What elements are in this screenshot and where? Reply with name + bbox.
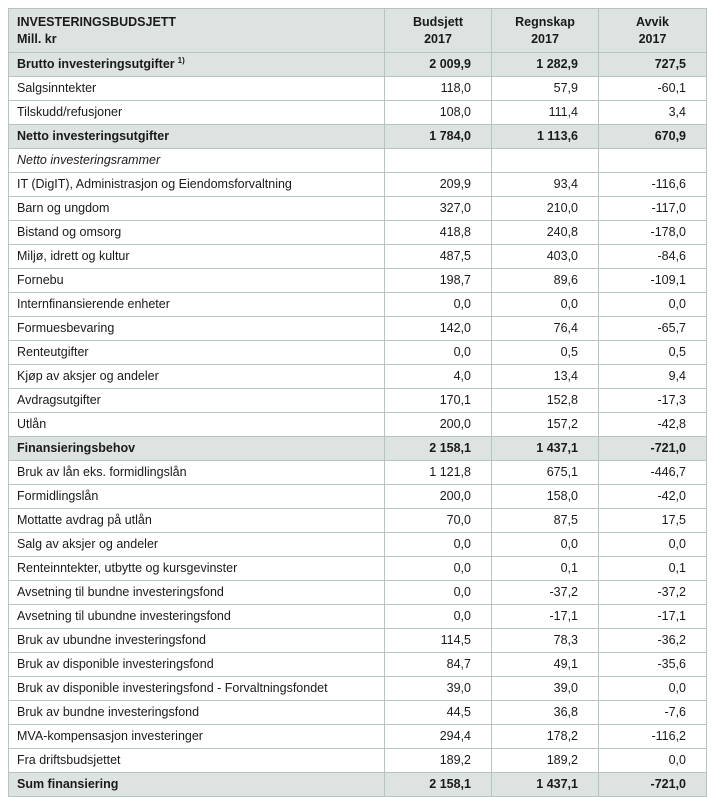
budget-value: 108,0 xyxy=(385,101,492,125)
deviation-value: 0,0 xyxy=(599,677,707,701)
deviation-value: -721,0 xyxy=(599,437,707,461)
accounts-value: 0,0 xyxy=(492,293,599,317)
table-body xyxy=(9,53,707,797)
budget-value: 4,0 xyxy=(385,365,492,389)
deviation-value: -17,1 xyxy=(599,605,707,629)
row-label: Bistand og omsorg xyxy=(17,225,122,239)
table-row xyxy=(9,365,707,389)
investment-budget-table xyxy=(8,8,707,797)
table-row xyxy=(9,725,707,749)
header-budget-label: Budsjett xyxy=(413,14,463,29)
budget-value: 0,0 xyxy=(385,533,492,557)
budget-value: 0,0 xyxy=(385,605,492,629)
table-row xyxy=(9,485,707,509)
table-row xyxy=(9,101,707,125)
row-label: Miljø, idrett og kultur xyxy=(17,249,130,263)
table-row xyxy=(9,293,707,317)
accounts-value: 1 282,9 xyxy=(492,53,599,77)
header-budget xyxy=(385,9,492,53)
table-row xyxy=(9,557,707,581)
budget-value: 2 158,1 xyxy=(385,437,492,461)
deviation-value: -116,2 xyxy=(599,725,707,749)
deviation-value: -84,6 xyxy=(599,245,707,269)
budget-value: 170,1 xyxy=(385,389,492,413)
accounts-value: 87,5 xyxy=(492,509,599,533)
accounts-value: 39,0 xyxy=(492,677,599,701)
table-row xyxy=(9,125,707,149)
row-label: Utlån xyxy=(17,417,47,431)
budget-value: 198,7 xyxy=(385,269,492,293)
table-row xyxy=(9,533,707,557)
row-label: Fra driftsbudsjettet xyxy=(17,753,121,767)
deviation-value: -60,1 xyxy=(599,77,707,101)
budget-value: 84,7 xyxy=(385,653,492,677)
table-row xyxy=(9,197,707,221)
header-budget-year: 2017 xyxy=(424,31,452,46)
row-label-cell xyxy=(9,701,385,725)
row-label-cell xyxy=(9,149,385,173)
accounts-value: 240,8 xyxy=(492,221,599,245)
table-row xyxy=(9,437,707,461)
row-label: Tilskudd/refusjoner xyxy=(17,105,123,119)
table-header-row xyxy=(9,9,707,53)
row-label: IT (DigIT), Administrasjon og Eiendomsforvaltning xyxy=(17,177,292,191)
accounts-value: 403,0 xyxy=(492,245,599,269)
row-label: Netto investeringsrammer xyxy=(17,153,161,167)
table-unit: Mill. kr xyxy=(17,31,57,46)
deviation-value: -116,6 xyxy=(599,173,707,197)
row-label-cell xyxy=(9,269,385,293)
row-label: Avdragsutgifter xyxy=(17,393,101,407)
budget-value: 294,4 xyxy=(385,725,492,749)
row-label-cell xyxy=(9,365,385,389)
investment-budget-table-container xyxy=(8,8,706,797)
budget-value: 189,2 xyxy=(385,749,492,773)
table-row xyxy=(9,629,707,653)
deviation-value: 0,5 xyxy=(599,341,707,365)
deviation-value: -42,0 xyxy=(599,485,707,509)
deviation-value: 17,5 xyxy=(599,509,707,533)
table-row xyxy=(9,341,707,365)
row-label-cell xyxy=(9,461,385,485)
header-accounts-label: Regnskap xyxy=(515,14,575,29)
deviation-value: -35,6 xyxy=(599,653,707,677)
row-label-cell xyxy=(9,677,385,701)
row-label: Bruk av disponible investeringsfond - Forvaltningsfondet xyxy=(17,681,328,695)
accounts-value: 1 113,6 xyxy=(492,125,599,149)
footnote-marker: 1) xyxy=(177,55,185,65)
row-label: Salg av aksjer og andeler xyxy=(17,537,159,551)
budget-value: 209,9 xyxy=(385,173,492,197)
deviation-value: -117,0 xyxy=(599,197,707,221)
accounts-value: 49,1 xyxy=(492,653,599,677)
accounts-value: 675,1 xyxy=(492,461,599,485)
budget-value: 0,0 xyxy=(385,341,492,365)
header-accounts xyxy=(492,9,599,53)
deviation-value: -17,3 xyxy=(599,389,707,413)
deviation-value: 670,9 xyxy=(599,125,707,149)
budget-value xyxy=(385,149,492,173)
accounts-value: 36,8 xyxy=(492,701,599,725)
header-accounts-year: 2017 xyxy=(531,31,559,46)
row-label: Barn og ungdom xyxy=(17,201,110,215)
row-label-cell xyxy=(9,533,385,557)
accounts-value: -17,1 xyxy=(492,605,599,629)
table-row xyxy=(9,581,707,605)
table-row xyxy=(9,221,707,245)
accounts-value: 89,6 xyxy=(492,269,599,293)
row-label: Netto investeringsutgifter xyxy=(17,129,170,143)
row-label-cell xyxy=(9,437,385,461)
row-label: Brutto investeringsutgifter xyxy=(17,57,175,71)
table-row xyxy=(9,509,707,533)
budget-value: 44,5 xyxy=(385,701,492,725)
row-label-cell xyxy=(9,341,385,365)
deviation-value: 727,5 xyxy=(599,53,707,77)
accounts-value: 0,1 xyxy=(492,557,599,581)
accounts-value: 0,5 xyxy=(492,341,599,365)
accounts-value: 178,2 xyxy=(492,725,599,749)
header-deviation-label: Avvik xyxy=(636,14,669,29)
budget-value: 2 158,1 xyxy=(385,773,492,797)
row-label: Salgsinntekter xyxy=(17,81,97,95)
row-label: Bruk av lån eks. formidlingslån xyxy=(17,465,187,479)
row-label-cell xyxy=(9,557,385,581)
accounts-value: 1 437,1 xyxy=(492,773,599,797)
row-label-cell xyxy=(9,197,385,221)
row-label: Renteutgifter xyxy=(17,345,89,359)
row-label: Renteinntekter, utbytte og kursgevinster xyxy=(17,561,238,575)
row-label-cell xyxy=(9,293,385,317)
budget-value: 487,5 xyxy=(385,245,492,269)
row-label-cell xyxy=(9,749,385,773)
accounts-value xyxy=(492,149,599,173)
accounts-value: 78,3 xyxy=(492,629,599,653)
table-row xyxy=(9,605,707,629)
budget-value: 114,5 xyxy=(385,629,492,653)
row-label: Bruk av ubundne investeringsfond xyxy=(17,633,207,647)
row-label-cell xyxy=(9,101,385,125)
row-label: Sum finansiering xyxy=(17,777,119,791)
row-label-cell xyxy=(9,389,385,413)
table-row xyxy=(9,749,707,773)
row-label-cell xyxy=(9,245,385,269)
deviation-value: 9,4 xyxy=(599,365,707,389)
row-label-cell xyxy=(9,53,385,77)
accounts-value: 13,4 xyxy=(492,365,599,389)
table-row xyxy=(9,653,707,677)
budget-value: 2 009,9 xyxy=(385,53,492,77)
deviation-value: -721,0 xyxy=(599,773,707,797)
deviation-value: 0,1 xyxy=(599,557,707,581)
accounts-value: 152,8 xyxy=(492,389,599,413)
budget-value: 327,0 xyxy=(385,197,492,221)
row-label: Kjøp av aksjer og andeler xyxy=(17,369,159,383)
row-label-cell xyxy=(9,725,385,749)
header-deviation-year: 2017 xyxy=(638,31,667,46)
header-title-cell xyxy=(9,9,385,53)
row-label-cell xyxy=(9,413,385,437)
table-row xyxy=(9,701,707,725)
row-label-cell xyxy=(9,317,385,341)
deviation-value: -37,2 xyxy=(599,581,707,605)
deviation-value: 0,0 xyxy=(599,293,707,317)
row-label: Internfinansierende enheter xyxy=(17,297,170,311)
accounts-value: -37,2 xyxy=(492,581,599,605)
budget-value: 0,0 xyxy=(385,557,492,581)
row-label-cell xyxy=(9,509,385,533)
budget-value: 142,0 xyxy=(385,317,492,341)
row-label-cell xyxy=(9,221,385,245)
deviation-value: -42,8 xyxy=(599,413,707,437)
deviation-value: 0,0 xyxy=(599,749,707,773)
table-row xyxy=(9,269,707,293)
deviation-value: 0,0 xyxy=(599,533,707,557)
row-label: Avsetning til ubundne investeringsfond xyxy=(17,609,231,623)
row-label-cell xyxy=(9,125,385,149)
table-title: INVESTERINGSBUDSJETT xyxy=(17,14,177,29)
table-row xyxy=(9,173,707,197)
accounts-value: 157,2 xyxy=(492,413,599,437)
accounts-value: 210,0 xyxy=(492,197,599,221)
row-label: Formidlingslån xyxy=(17,489,99,503)
accounts-value: 93,4 xyxy=(492,173,599,197)
row-label-cell xyxy=(9,629,385,653)
row-label: Avsetning til bundne investeringsfond xyxy=(17,585,224,599)
budget-value: 200,0 xyxy=(385,485,492,509)
table-row xyxy=(9,413,707,437)
budget-value: 118,0 xyxy=(385,77,492,101)
row-label-cell xyxy=(9,173,385,197)
table-row xyxy=(9,149,707,173)
row-label: Fornebu xyxy=(17,273,64,287)
budget-value: 0,0 xyxy=(385,293,492,317)
row-label: Finansieringsbehov xyxy=(17,441,136,455)
budget-value: 39,0 xyxy=(385,677,492,701)
table-row xyxy=(9,245,707,269)
accounts-value: 76,4 xyxy=(492,317,599,341)
row-label-cell xyxy=(9,653,385,677)
deviation-value: -109,1 xyxy=(599,269,707,293)
row-label: Bruk av bundne investeringsfond xyxy=(17,705,200,719)
budget-value: 0,0 xyxy=(385,581,492,605)
deviation-value: -65,7 xyxy=(599,317,707,341)
deviation-value: -446,7 xyxy=(599,461,707,485)
row-label: MVA-kompensasjon investeringer xyxy=(17,729,203,743)
budget-value: 1 784,0 xyxy=(385,125,492,149)
budget-value: 70,0 xyxy=(385,509,492,533)
table-row xyxy=(9,77,707,101)
row-label-cell xyxy=(9,605,385,629)
budget-value: 200,0 xyxy=(385,413,492,437)
accounts-value: 1 437,1 xyxy=(492,437,599,461)
deviation-value: 3,4 xyxy=(599,101,707,125)
row-label: Mottatte avdrag på utlån xyxy=(17,513,152,527)
table-row xyxy=(9,317,707,341)
row-label: Formuesbevaring xyxy=(17,321,115,335)
row-label: Bruk av disponible investeringsfond xyxy=(17,657,214,671)
table-row xyxy=(9,461,707,485)
header-deviation xyxy=(599,9,707,53)
accounts-value: 57,9 xyxy=(492,77,599,101)
table-row xyxy=(9,677,707,701)
table-row xyxy=(9,389,707,413)
accounts-value: 189,2 xyxy=(492,749,599,773)
deviation-value: -7,6 xyxy=(599,701,707,725)
table-row xyxy=(9,53,707,77)
row-label-cell xyxy=(9,581,385,605)
budget-value: 1 121,8 xyxy=(385,461,492,485)
accounts-value: 111,4 xyxy=(492,101,599,125)
row-label-cell xyxy=(9,77,385,101)
row-label-cell xyxy=(9,485,385,509)
accounts-value: 158,0 xyxy=(492,485,599,509)
budget-value: 418,8 xyxy=(385,221,492,245)
deviation-value xyxy=(599,149,707,173)
deviation-value: -36,2 xyxy=(599,629,707,653)
deviation-value: -178,0 xyxy=(599,221,707,245)
accounts-value: 0,0 xyxy=(492,533,599,557)
